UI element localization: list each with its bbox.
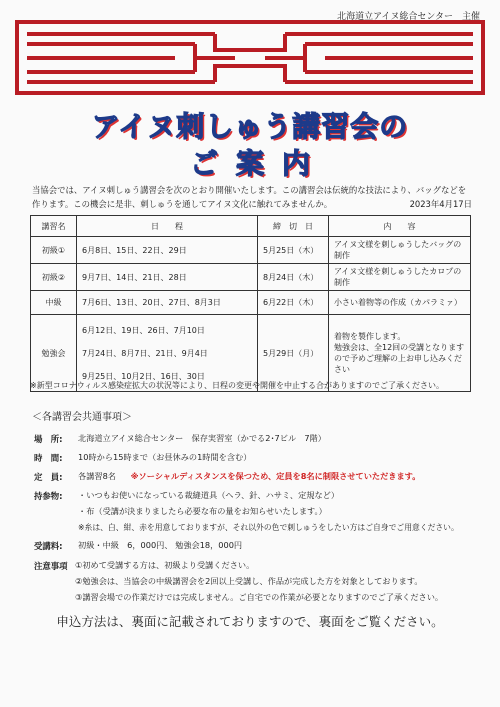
- header-content: 内 容: [329, 216, 471, 237]
- table-row: [31, 237, 471, 264]
- capacity-label: 定 員:: [34, 472, 63, 482]
- header-course: 講習名: [31, 216, 77, 237]
- intro-paragraph: [32, 183, 472, 211]
- title-line-2: ご案内: [189, 147, 328, 180]
- capacity-note: ※ソーシャルディスタンスを保つため、定員を8名に制限させていただきます。: [130, 471, 421, 481]
- course-content: 小さい着物等の作成（カパラミァ）: [329, 291, 471, 315]
- time-label: 時 間:: [34, 453, 63, 463]
- apply-instructions: 申込方法は、裏面に記載されておりますので、裏面をご覧ください。: [56, 614, 444, 629]
- note-item: ③講習会場での作業だけでは完成しません。ご自宅での作業が必要となりますのでご了承ください。: [75, 592, 444, 602]
- table-row: [31, 291, 471, 315]
- capacity-row: [78, 471, 420, 482]
- course-content: アイヌ文様を刺しゅうしたカロプの制作: [329, 264, 471, 291]
- table-row: [31, 264, 471, 291]
- common-heading: ＜各講習会共通事項＞: [32, 412, 132, 423]
- course-content: 着物を製作します。 勉強会は、全12回の受講となりますので予めご理解の上お申し込みください: [329, 315, 471, 392]
- date-line: 7月24日、8月7日、21日、9月4日: [82, 348, 208, 358]
- course-deadline: 6月22日（木）: [258, 291, 329, 315]
- covid-note: ※新型コロナウィルス感染症拡大の状況等により、日程の変更や開催を中止する合がありますのでご了承ください。: [30, 381, 444, 390]
- course-content: アイヌ文様を刺しゅうしたバッグの制作: [329, 237, 471, 264]
- items-line: ・布（受講が決まりましたら必要な布の量をお知らせいたします。）: [78, 506, 327, 516]
- intro-date: 2023年4月17日: [409, 199, 472, 209]
- table-header-row: [31, 216, 471, 237]
- organizer-text: 北海道立アイヌ総合センター 主催: [337, 12, 480, 22]
- course-dates: 9月7日、14日、21日、28日: [77, 264, 258, 291]
- course-deadline: 8月24日（木）: [258, 264, 329, 291]
- note-item: ①初めて受講する方は、初級より受講ください。: [75, 560, 255, 570]
- course-name: 初級②: [31, 264, 77, 291]
- date-line: 6月12日、19日、26日、7月10日: [82, 325, 205, 335]
- header-deadline: 締 切 日: [258, 216, 329, 237]
- place-value: 北海道立アイヌ総合センター 保存実習室（かでる2･7ビル 7階）: [78, 433, 326, 443]
- fee-value: 初級・中級 6，000円、 勉強会18，000円: [78, 540, 243, 550]
- time-value: 10時から15時まで（お昼休みの1時間を含む）: [78, 452, 252, 462]
- course-deadline: 5月29日（月）: [258, 315, 329, 392]
- title-line-1: アイヌ刺しゅう講習会の: [91, 110, 409, 143]
- ainu-pattern-banner: [15, 20, 485, 95]
- place-label: 場 所:: [34, 434, 63, 444]
- items-line: ※糸は、白、紺、赤を用意しておりますが、それ以外の色で刺しゅうをしたい方はご自身でご用意ください。: [78, 523, 459, 532]
- fee-label: 受講料:: [34, 541, 63, 551]
- course-dates: 7月6日、13日、20日、27日、8月3日: [77, 291, 258, 315]
- header-dates: 日 程: [77, 216, 258, 237]
- note-item: ②勉強会は、当協会の中級講習会を2回以上受講し、作品が完成した方を対象としております。: [75, 576, 423, 586]
- course-name: 初級①: [31, 237, 77, 264]
- course-dates: 6月8日、15日、22日、29日: [77, 237, 258, 264]
- schedule-table: [30, 215, 471, 392]
- capacity-value: 各講習8名: [78, 471, 116, 481]
- course-name: 勉強会: [31, 315, 77, 392]
- items-line: ・いつもお使いになっている裁縫道具（ヘラ、針、ハサミ、定規など）: [78, 490, 340, 500]
- course-name: 中級: [31, 291, 77, 315]
- course-deadline: 5月25日（木）: [258, 237, 329, 264]
- intro-text: 当協会では、アイヌ刺しゅう講習会を次のとおり開催いたします。この講習会は伝統的な技法により、バッグなどを作ります。この機会に是非、刺しゅうを通してアイヌ文化に触れてみませんか。: [32, 185, 467, 209]
- date-line: 9月25日、10月2日、16日、30日: [82, 371, 205, 381]
- items-label: 持参物:: [34, 491, 63, 501]
- notes-label: 注意事項: [34, 561, 68, 571]
